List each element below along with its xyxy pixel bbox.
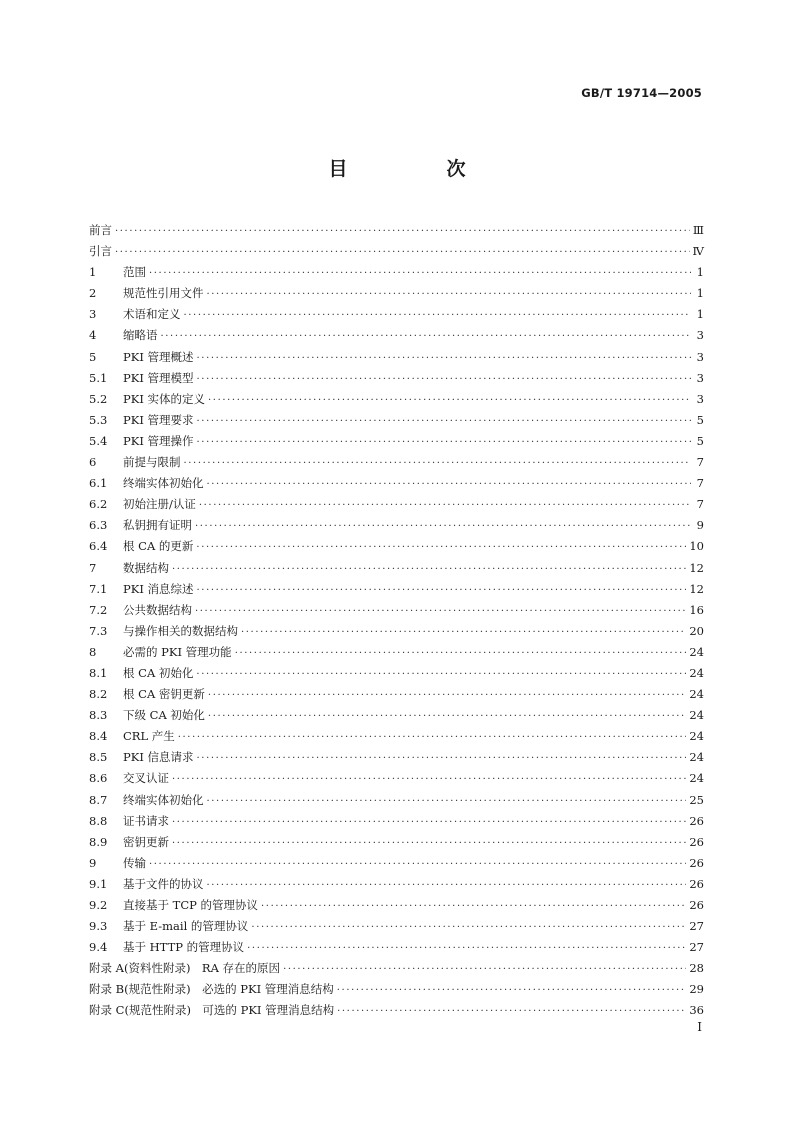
toc-entry-number: 8 <box>89 644 97 659</box>
toc-entry-page: 5 <box>696 412 704 427</box>
toc-entry-number: 5 <box>89 349 97 364</box>
toc-leader-dots <box>184 453 692 474</box>
toc-entry-number: 1 <box>89 265 97 280</box>
toc-entry-page: 1 <box>696 286 704 301</box>
toc-entry-label: 附录 B(规范性附录) 必选的 PKI 管理消息结构 <box>89 982 334 997</box>
toc-entry-label: 密钥更新 <box>123 834 169 849</box>
toc-entry-number: 6 <box>89 455 97 470</box>
toc-entry[interactable] <box>89 515 704 536</box>
toc-entry-label: 必需的 PKI 管理功能 <box>123 644 232 659</box>
toc-entry-number: 6.3 <box>89 518 108 533</box>
toc-entry[interactable] <box>89 874 704 895</box>
toc-entry-label: 术语和定义 <box>123 307 181 322</box>
toc-entry[interactable] <box>89 347 704 368</box>
toc-entry-number: 7.3 <box>89 623 108 638</box>
toc-entry-label: 终端实体初始化 <box>123 792 204 807</box>
toc-entry-page: 3 <box>696 370 704 385</box>
table-of-contents <box>89 220 704 1022</box>
toc-entry-page: 26 <box>689 813 704 828</box>
toc-leader-dots <box>195 516 691 537</box>
toc-entry-page: 26 <box>689 898 704 912</box>
toc-entry-page: 24 <box>689 687 704 702</box>
toc-entry[interactable] <box>89 410 704 431</box>
toc-entry-page: 27 <box>689 940 704 955</box>
toc-entry-page: 24 <box>689 729 704 744</box>
toc-entry[interactable] <box>89 979 704 1000</box>
toc-entry-label: 直接基于 TCP 的管理协议 <box>123 898 259 912</box>
toc-leader-dots <box>172 812 686 833</box>
toc-entry-label: PKI 管理操作 <box>123 433 194 448</box>
toc-title: 目 次 <box>328 158 506 180</box>
toc-entry-label: 证书请求 <box>123 813 169 828</box>
toc-entry-page: 7 <box>696 497 704 512</box>
toc-entry-page: 26 <box>689 834 704 849</box>
toc-entry-page: 27 <box>689 919 704 934</box>
toc-entry[interactable] <box>89 579 704 600</box>
toc-entry-label: 前言 <box>89 223 112 237</box>
toc-entry-label: 传输 <box>123 855 146 870</box>
toc-leader-dots <box>149 263 691 284</box>
toc-entry[interactable] <box>89 726 704 747</box>
toc-leader-dots <box>208 685 686 706</box>
toc-entry-number: 3 <box>89 307 97 322</box>
toc-leader-dots <box>261 896 686 917</box>
toc-entry[interactable] <box>89 832 704 853</box>
toc-leader-dots <box>247 938 686 959</box>
toc-entry-page: 12 <box>689 560 704 575</box>
toc-entry-page: 28 <box>689 961 704 976</box>
toc-entry[interactable] <box>89 768 704 789</box>
toc-leader-dots <box>115 221 690 242</box>
toc-entry[interactable] <box>89 241 704 262</box>
toc-entry-number: 5.3 <box>89 412 108 427</box>
toc-leader-dots <box>196 537 686 558</box>
toc-entry-number: 6.4 <box>89 539 108 554</box>
toc-entry[interactable] <box>89 895 704 916</box>
toc-entry-page: 16 <box>689 602 704 617</box>
toc-entry[interactable] <box>89 621 704 642</box>
toc-entry-page: 24 <box>689 644 704 659</box>
toc-entry[interactable] <box>89 600 704 621</box>
toc-leader-dots <box>172 559 686 580</box>
toc-entry-label: 基于 HTTP 的管理协议 <box>123 940 245 955</box>
toc-leader-dots <box>241 622 686 643</box>
toc-entry-label: PKI 消息综述 <box>123 581 194 596</box>
toc-entry[interactable] <box>89 494 704 515</box>
toc-entry-page: Ⅲ <box>692 223 704 237</box>
toc-entry-label: 规范性引用文件 <box>123 286 204 301</box>
toc-entry-label: 范围 <box>123 265 146 280</box>
toc-entry[interactable] <box>89 1000 704 1021</box>
toc-entry-page: 12 <box>689 581 704 596</box>
toc-leader-dots <box>283 959 686 980</box>
toc-entry-number: 5.2 <box>89 391 108 406</box>
toc-leader-dots <box>251 917 686 938</box>
toc-entry-label: 与操作相关的数据结构 <box>123 623 238 638</box>
standard-code: GB/T 19714—2005 <box>581 86 702 100</box>
toc-entry-number: 5.1 <box>89 370 108 385</box>
toc-entry-number: 6.1 <box>89 476 108 491</box>
toc-entry-label: PKI 信息请求 <box>123 750 194 765</box>
toc-entry[interactable] <box>89 684 704 705</box>
toc-entry-page: 3 <box>696 328 704 343</box>
toc-leader-dots <box>197 348 691 369</box>
toc-entry-label: PKI 实体的定义 <box>123 391 206 406</box>
toc-entry[interactable] <box>89 705 704 726</box>
toc-entry-page: 26 <box>689 876 704 891</box>
toc-entry[interactable] <box>89 790 704 811</box>
toc-leader-dots <box>178 727 687 748</box>
toc-leader-dots <box>207 791 687 812</box>
toc-entry-number: 2 <box>89 286 97 301</box>
toc-entry-number: 9.3 <box>89 919 108 934</box>
toc-leader-dots <box>337 1001 686 1022</box>
toc-leader-dots <box>208 390 691 411</box>
toc-entry[interactable] <box>89 558 704 579</box>
toc-entry-number: 4 <box>89 328 97 343</box>
toc-entry[interactable] <box>89 431 704 452</box>
toc-entry-page: 25 <box>689 792 704 807</box>
toc-entry[interactable] <box>89 536 704 557</box>
toc-leader-dots <box>149 854 686 875</box>
toc-entry-number: 8.2 <box>89 687 108 702</box>
toc-entry-label: PKI 管理概述 <box>123 349 194 364</box>
toc-entry-page: 26 <box>689 855 704 870</box>
toc-entry-label: 交叉认证 <box>123 771 169 786</box>
toc-leader-dots <box>195 601 686 622</box>
toc-entry-label: PKI 管理要求 <box>123 412 194 427</box>
toc-entry[interactable] <box>89 389 704 410</box>
toc-entry-number: 9.4 <box>89 940 108 955</box>
toc-entry-page: 1 <box>696 265 704 280</box>
toc-entry[interactable] <box>89 663 704 684</box>
toc-entry-label: 公共数据结构 <box>123 602 192 617</box>
toc-entry-label: 基于 E-mail 的管理协议 <box>123 919 249 934</box>
toc-entry-number: 8.4 <box>89 729 108 744</box>
toc-entry[interactable] <box>89 937 704 958</box>
toc-entry-page: Ⅳ <box>692 244 704 259</box>
toc-entry[interactable] <box>89 916 704 937</box>
toc-entry-page: 20 <box>689 623 704 638</box>
toc-entry-page: 3 <box>696 349 704 364</box>
toc-entry-number: 8.6 <box>89 771 108 786</box>
toc-entry-label: 缩略语 <box>123 328 158 343</box>
toc-entry-label: CRL 产生 <box>123 729 175 744</box>
toc-entry-number: 6.2 <box>89 497 108 512</box>
toc-entry-label: 前提与限制 <box>123 455 181 470</box>
toc-entry[interactable] <box>89 811 704 832</box>
toc-leader-dots <box>337 980 687 1001</box>
toc-entry-label: 附录 C(规范性附录) 可选的 PKI 管理消息结构 <box>89 1003 335 1018</box>
toc-entry-label: 基于文件的协议 <box>123 876 204 891</box>
toc-entry[interactable] <box>89 473 704 494</box>
toc-entry-label: 私钥拥有证明 <box>123 518 192 533</box>
toc-entry-label: 数据结构 <box>123 560 169 575</box>
toc-entry[interactable] <box>89 853 704 874</box>
toc-leader-dots <box>197 748 687 769</box>
toc-entry[interactable] <box>89 262 704 283</box>
toc-entry-label: 终端实体初始化 <box>123 476 204 491</box>
toc-leader-dots <box>235 643 687 664</box>
toc-leader-dots <box>161 326 692 347</box>
toc-entry-page: 5 <box>696 433 704 448</box>
toc-entry-number: 8.5 <box>89 750 108 765</box>
toc-leader-dots <box>199 495 691 516</box>
toc-leader-dots <box>207 474 692 495</box>
toc-leader-dots <box>207 284 692 305</box>
toc-entry-label: 根 CA 密钥更新 <box>123 687 205 702</box>
toc-entry[interactable] <box>89 958 704 979</box>
toc-entry-number: 9 <box>89 855 97 870</box>
toc-entry-number: 9.1 <box>89 876 108 891</box>
toc-leader-dots <box>115 242 690 263</box>
toc-entry-page: 24 <box>689 708 704 723</box>
toc-entry[interactable] <box>89 283 704 304</box>
toc-entry-label: 下级 CA 初始化 <box>123 708 205 723</box>
toc-entry-number: 8.8 <box>89 813 108 828</box>
toc-entry[interactable] <box>89 304 704 325</box>
toc-entry-page: 1 <box>696 307 704 322</box>
toc-entry-number: 8.7 <box>89 792 108 807</box>
toc-entry-label: PKI 管理模型 <box>123 370 194 385</box>
toc-entry[interactable] <box>89 452 704 473</box>
toc-entry-label: 初始注册/认证 <box>123 497 196 512</box>
toc-entry-label: 附录 A(资料性附录) RA 存在的原因 <box>89 961 281 976</box>
toc-entry-number: 5.4 <box>89 433 108 448</box>
toc-entry-number: 8.3 <box>89 708 108 723</box>
toc-entry-label: 根 CA 初始化 <box>123 665 194 680</box>
toc-leader-dots <box>197 369 691 390</box>
toc-leader-dots <box>197 580 687 601</box>
toc-entry-page: 24 <box>689 665 704 680</box>
toc-entry-page: 3 <box>696 391 704 406</box>
toc-leader-dots <box>172 833 686 854</box>
toc-leader-dots <box>197 411 691 432</box>
toc-entry-number: 7.2 <box>89 602 108 617</box>
toc-leader-dots <box>207 875 687 896</box>
toc-entry-page: 24 <box>689 771 704 786</box>
toc-entry-page: 29 <box>689 982 704 997</box>
toc-entry[interactable] <box>89 368 704 389</box>
toc-entry-page: 9 <box>696 518 704 533</box>
toc-entry-label: 根 CA 的更新 <box>123 539 194 554</box>
toc-entry-number: 9.2 <box>89 898 108 912</box>
toc-entry[interactable] <box>89 747 704 768</box>
toc-entry[interactable] <box>89 325 704 346</box>
toc-entry[interactable] <box>89 220 704 241</box>
toc-entry[interactable] <box>89 642 704 663</box>
toc-entry-label: 引言 <box>89 244 112 259</box>
toc-entry-page: 10 <box>689 539 704 554</box>
toc-entry-page: 36 <box>689 1003 704 1018</box>
toc-entry-page: 7 <box>696 476 704 491</box>
toc-entry-page: 24 <box>689 750 704 765</box>
toc-entry-number: 7.1 <box>89 581 108 596</box>
toc-entry-number: 8.9 <box>89 834 108 849</box>
toc-entry-number: 7 <box>89 560 97 575</box>
toc-leader-dots <box>172 769 686 790</box>
page-number: I <box>697 1020 702 1034</box>
toc-entry-page: 7 <box>696 455 704 470</box>
toc-leader-dots <box>208 706 686 727</box>
toc-leader-dots <box>197 432 691 453</box>
toc-leader-dots <box>196 664 686 685</box>
toc-entry-number: 8.1 <box>89 665 108 680</box>
toc-leader-dots <box>184 305 692 326</box>
